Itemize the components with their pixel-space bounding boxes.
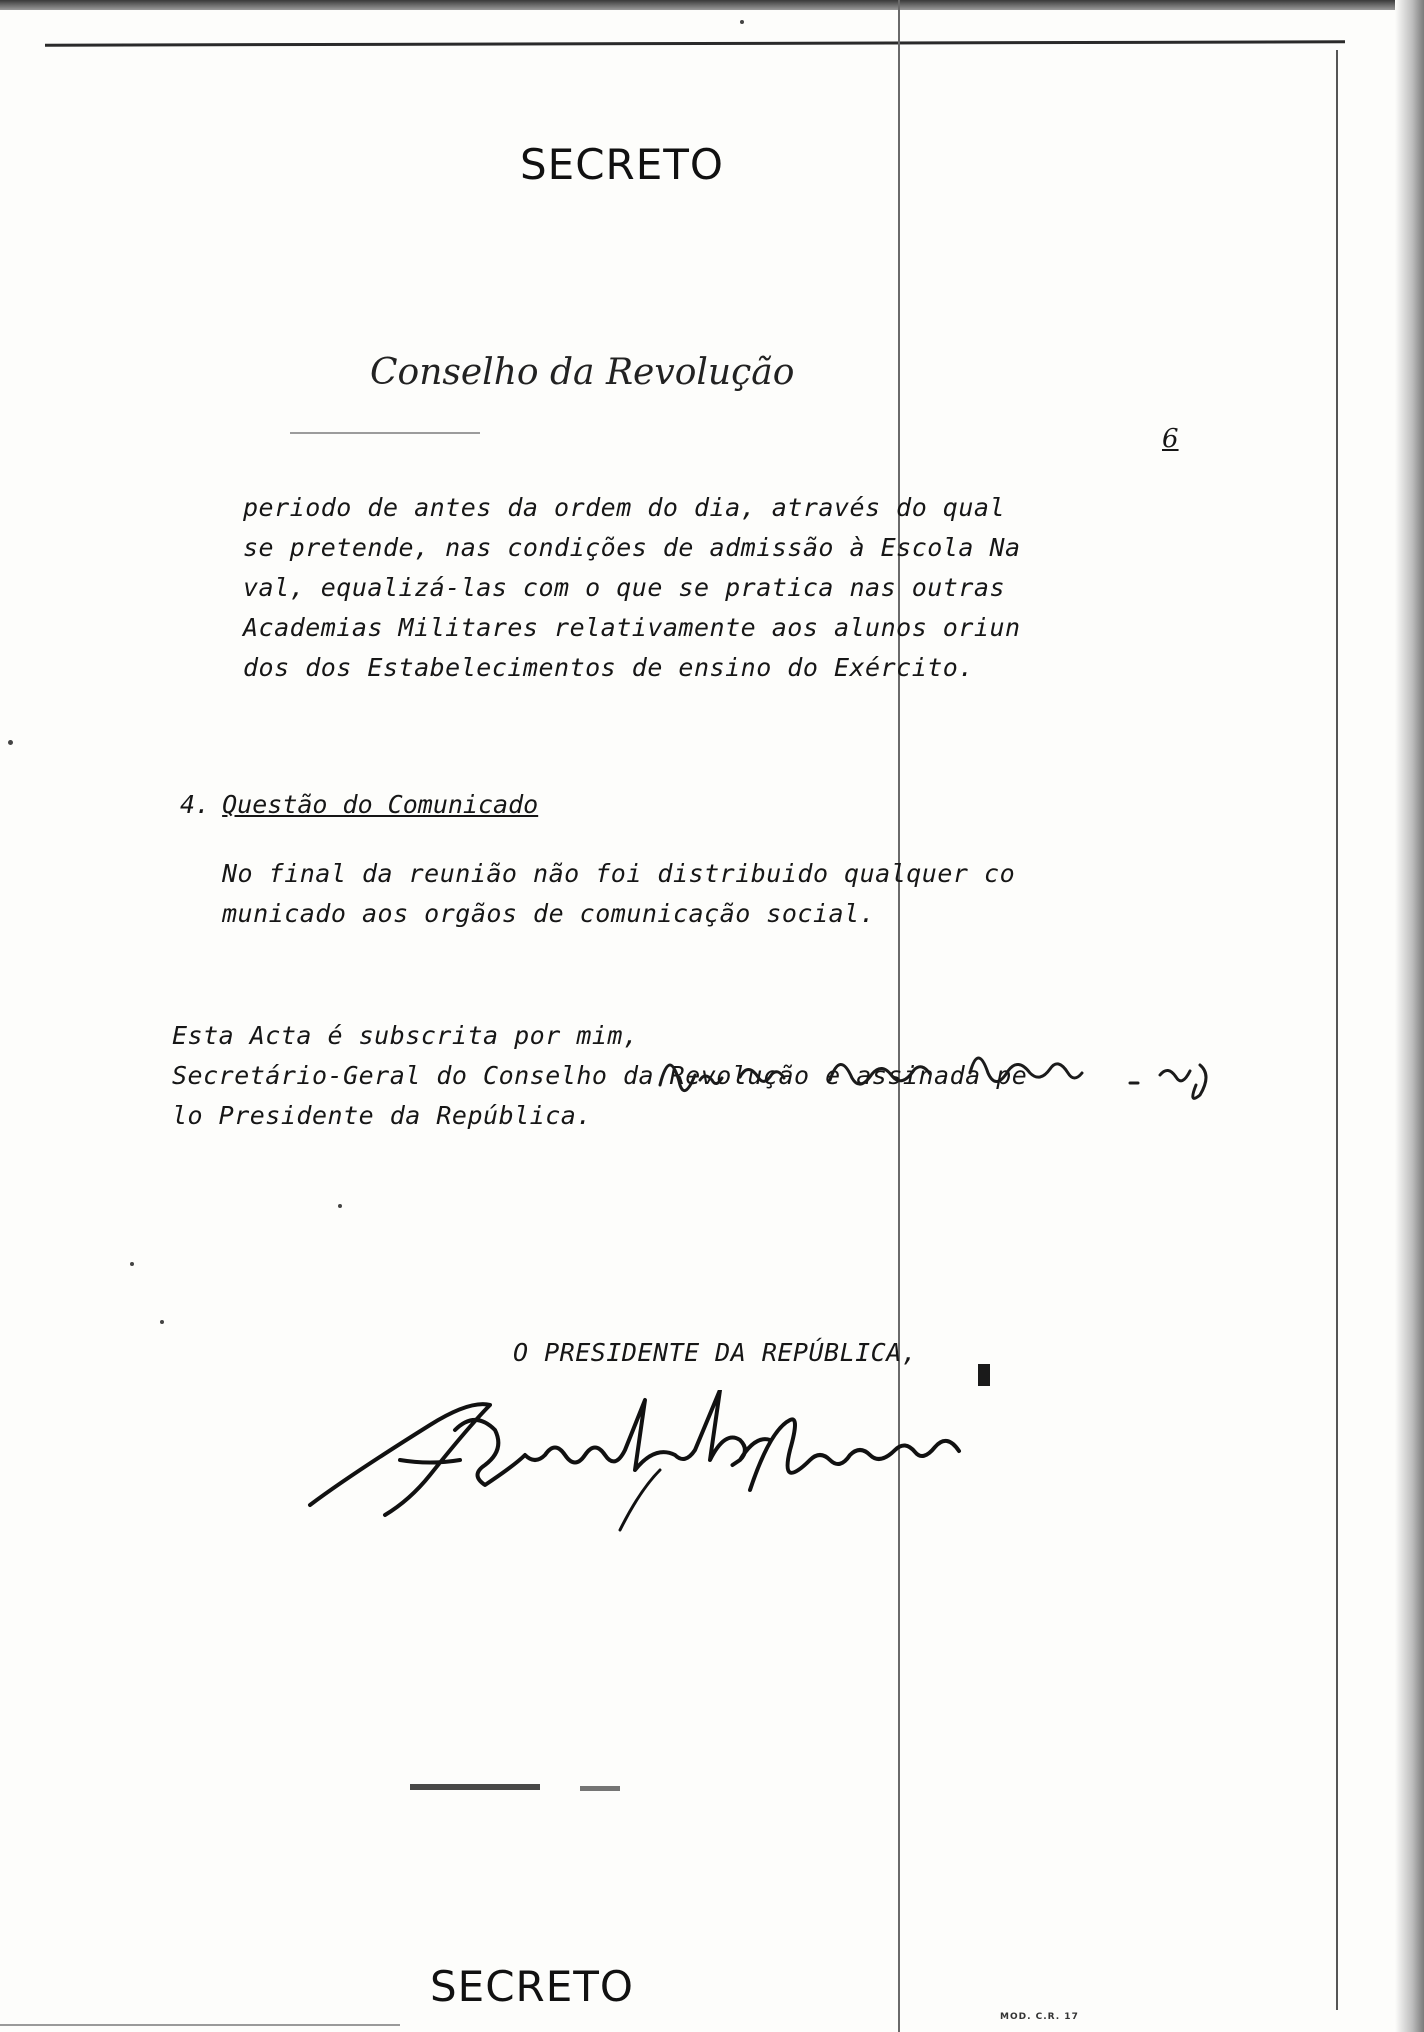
paragraph-2: [222, 854, 1015, 934]
scan-speck: [160, 1320, 164, 1324]
classification-stamp-bottom: SECRETO: [430, 1962, 634, 2011]
section-number: 4.: [180, 790, 211, 819]
paragraph-1-line: dos dos Estabelecimentos de ensino do Exército.: [243, 653, 974, 682]
council-letterhead: Conselho da Revolução: [370, 352, 795, 393]
section-title: Questão do Comunicado: [222, 790, 539, 819]
scan-smudge: [410, 1784, 540, 1790]
scan-shadow-right: [1395, 0, 1424, 2032]
paragraph-1-line: Academias Militares relativamente aos alunos oriun: [243, 613, 1021, 642]
ink-blot: [978, 1364, 990, 1386]
paragraph-2-line: municado aos orgãos de comunicação social.: [222, 899, 876, 928]
paragraph-3-line: lo Presidente da República.: [172, 1101, 592, 1130]
secretary-handwritten-signature: [640, 1035, 1240, 1115]
paragraph-2-line: No final da reunião não foi distribuido qualquer co: [222, 859, 1016, 888]
page-number: 6: [1162, 424, 1179, 454]
classification-stamp-top: SECRETO: [520, 140, 724, 189]
right-border-line: [1336, 50, 1338, 2010]
letterhead-smudge: [290, 432, 480, 434]
paragraph-3-line: Secretário-Geral do Conselho da Revolução e assinada pe: [172, 1061, 1028, 1090]
paragraph-1-line: periodo de antes da ordem do dia, através do qual: [243, 493, 1006, 522]
president-label: O PRESIDENTE DA REPÚBLICA,: [513, 1338, 918, 1367]
section-heading: [180, 790, 538, 819]
scan-speck: [740, 20, 744, 24]
scan-speck: [8, 740, 13, 745]
paragraph-1-line: val, equalizá-las com o que se pratica nas outras: [243, 573, 1006, 602]
scan-shadow-top: [0, 0, 1424, 10]
bottom-edge-line: [0, 2024, 400, 2026]
paragraph-1-line: se pretende, nas condições de admissão à Escola Na: [243, 533, 1021, 562]
form-code: MOD. C.R. 17: [1000, 2012, 1079, 2022]
president-handwritten-signature: [290, 1390, 1150, 1550]
top-rule: [45, 40, 1345, 46]
paragraph-3-line: Esta Acta é subscrita por mim,: [172, 1021, 639, 1050]
scan-speck: [130, 1262, 134, 1266]
scan-smudge: [580, 1786, 620, 1791]
paragraph-1: [243, 488, 1021, 688]
scan-speck: [338, 1204, 342, 1208]
